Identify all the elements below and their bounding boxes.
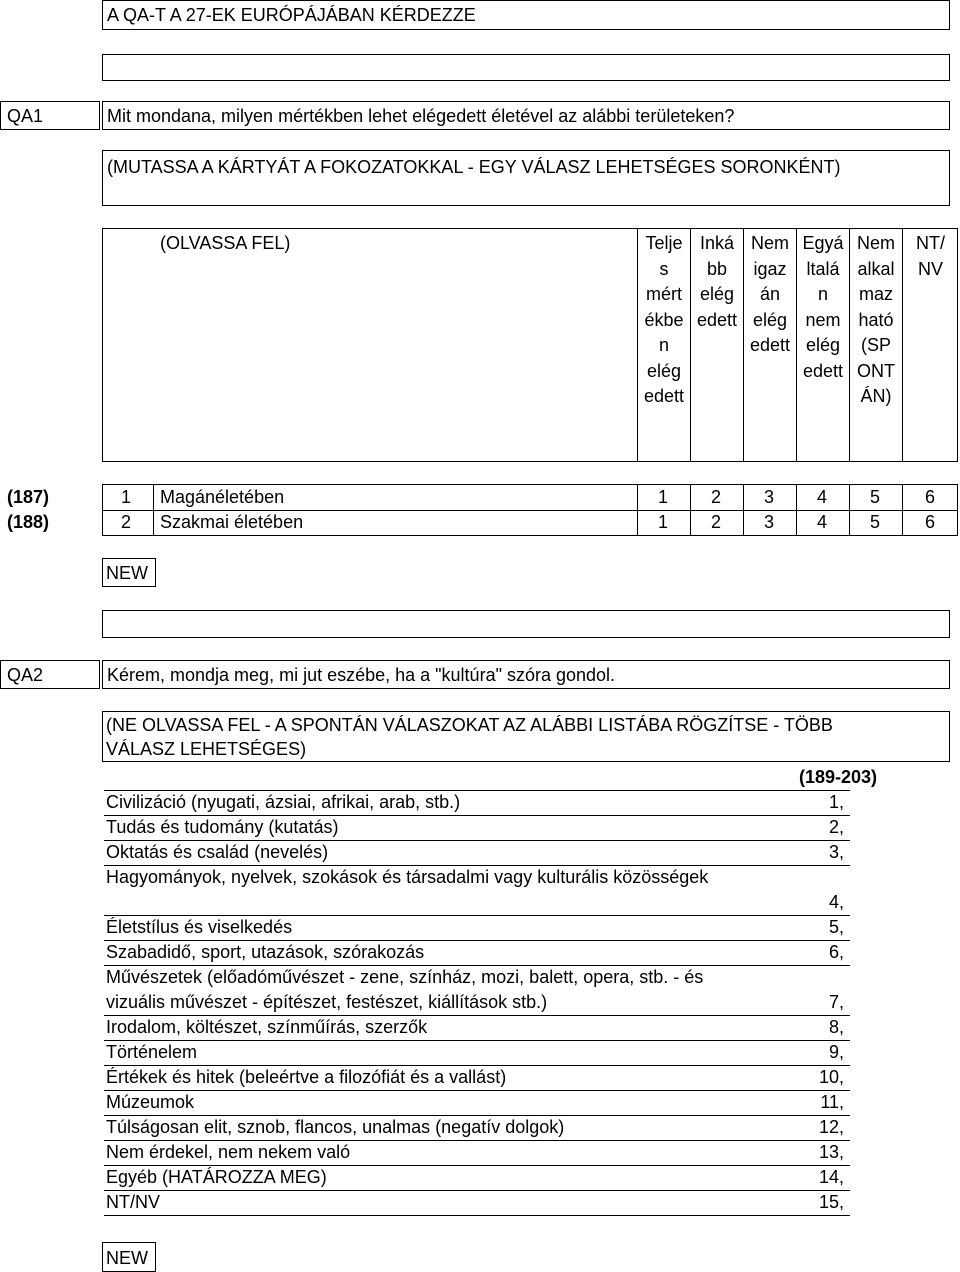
answer-text: Civilizáció (nyugati, ázsiai, afrikai, arab, stb.) bbox=[106, 792, 461, 812]
answer-code: 15, bbox=[818, 1192, 844, 1212]
answer-text: Történelem bbox=[106, 1042, 198, 1062]
answer-code[interactable]: 1 bbox=[657, 512, 668, 532]
answer-code: 8, bbox=[828, 1017, 844, 1037]
blank-box-top bbox=[102, 54, 950, 81]
answer-code: 10, bbox=[818, 1067, 844, 1087]
answer-text: Művészetek (előadóművészet - zene, színház, mozi, balett, opera, stb. - és bbox=[106, 967, 704, 987]
column-header-4: Egyá ltalá n nem elég edett bbox=[802, 233, 844, 381]
answer-code: 7, bbox=[828, 992, 844, 1012]
answer-text-continued: vizuális művészet - építészet, festészet, kiállítások stb.) bbox=[106, 992, 548, 1012]
answer-code: 11, bbox=[820, 1092, 844, 1112]
answer-text: Túlságosan elit, sznob, flancos, unalmas (negatív dolgok) bbox=[106, 1117, 565, 1137]
row-divider bbox=[104, 1040, 850, 1041]
answer-code[interactable]: 4 bbox=[816, 487, 827, 507]
answer-text: Egyéb (HATÁROZZA MEG) bbox=[106, 1167, 327, 1187]
answer-text: Életstílus és viselkedés bbox=[106, 917, 293, 937]
row-divider bbox=[104, 1215, 850, 1216]
answer-text: Irodalom, költészet, színműírás, szerzők bbox=[106, 1017, 428, 1037]
new-label: NEW bbox=[106, 563, 148, 583]
answer-text: Szabadidő, sport, utazások, szórakozás bbox=[106, 942, 425, 962]
answer-code[interactable]: 2 bbox=[710, 512, 721, 532]
qa2-instruction-line1: (NE OLVASSA FEL - A SPONTÁN VÁLASZOKAT AZ ALÁBBI LISTÁBA RÖGZÍTSE - TÖBB bbox=[106, 715, 833, 735]
answer-code[interactable]: 2 bbox=[710, 487, 721, 507]
col-divider bbox=[902, 484, 903, 536]
answer-code: 3, bbox=[828, 842, 844, 862]
row-divider bbox=[104, 1190, 850, 1191]
qa1-read-out: (OLVASSA FEL) bbox=[160, 233, 291, 253]
answer-code[interactable]: 5 bbox=[869, 512, 880, 532]
answer-code[interactable]: 4 bbox=[816, 512, 827, 532]
row-number: 1 bbox=[121, 487, 132, 507]
answer-text: NT/NV bbox=[106, 1192, 160, 1212]
answer-code[interactable]: 3 bbox=[763, 487, 774, 507]
answer-text: Hagyományok, nyelvek, szokások és társadalmi vagy kulturális közösségek bbox=[106, 867, 709, 887]
answer-code[interactable]: 6 bbox=[924, 512, 935, 532]
qa2-question: Kérem, mondja meg, mi jut eszébe, ha a "kultúra" szóra gondol. bbox=[107, 665, 616, 685]
column-header-3: Nem igaz án elég edett bbox=[749, 233, 791, 355]
answer-code: 13, bbox=[818, 1142, 844, 1162]
new-label-bottom: NEW bbox=[106, 1248, 148, 1268]
answer-code: 5, bbox=[828, 917, 844, 937]
row-number: 2 bbox=[121, 512, 132, 532]
answer-code: 6, bbox=[828, 942, 844, 962]
qa2-instruction-line2: VÁLASZ LEHETSÉGES) bbox=[106, 739, 307, 759]
qa2-label: QA2 bbox=[7, 665, 44, 685]
column-header-6: NT/ NV bbox=[916, 233, 945, 279]
variable-number: (187) bbox=[7, 487, 50, 507]
qa1-label: QA1 bbox=[7, 106, 44, 126]
row-label: Magánéletében bbox=[160, 487, 285, 507]
qa1-instruction: (MUTASSA A KÁRTYÁT A FOKOZATOKKAL - EGY VÁLASZ LEHETSÉGES SORONKÉNT) bbox=[107, 157, 841, 177]
answer-code: 2, bbox=[828, 817, 844, 837]
answer-code: 4, bbox=[828, 892, 844, 912]
qa1-question: Mit mondana, milyen mértékben lehet elégedett életével az alábbi területeken? bbox=[107, 106, 735, 126]
answer-text: Értékek és hitek (beleértve a filozófiát és a vallást) bbox=[106, 1067, 507, 1087]
answer-text: Oktatás és család (nevelés) bbox=[106, 842, 329, 862]
answer-text: Múzeumok bbox=[106, 1092, 195, 1112]
answer-code[interactable]: 3 bbox=[763, 512, 774, 532]
answer-text: Tudás és tudomány (kutatás) bbox=[106, 817, 339, 837]
section-title: A QA-T A 27-EK EURÓPÁJÁBAN KÉRDEZZE bbox=[107, 5, 476, 25]
answer-code: 12, bbox=[818, 1117, 844, 1137]
row-divider bbox=[104, 1090, 850, 1091]
answer-code[interactable]: 6 bbox=[924, 487, 935, 507]
answer-code: 1, bbox=[828, 792, 844, 812]
answer-code[interactable]: 5 bbox=[869, 487, 880, 507]
column-header-5: Nem alkal maz ható (SP ONT ÁN) bbox=[856, 233, 895, 406]
column-header-1: Telje s mért ékbe n elég edett bbox=[643, 233, 685, 406]
variable-number: (188) bbox=[7, 512, 50, 532]
answer-text: Nem érdekel, nem nekem való bbox=[106, 1142, 351, 1162]
row-label: Szakmai életében bbox=[160, 512, 304, 532]
answer-code: 14, bbox=[818, 1167, 844, 1187]
answer-code[interactable]: 1 bbox=[657, 487, 668, 507]
answer-code: 9, bbox=[828, 1042, 844, 1062]
qa2-variable-range: (189-203) bbox=[799, 767, 878, 787]
column-header-2: Inká bb elég edett bbox=[696, 233, 738, 330]
blank-box-middle bbox=[102, 610, 950, 638]
col-divider bbox=[153, 484, 154, 536]
